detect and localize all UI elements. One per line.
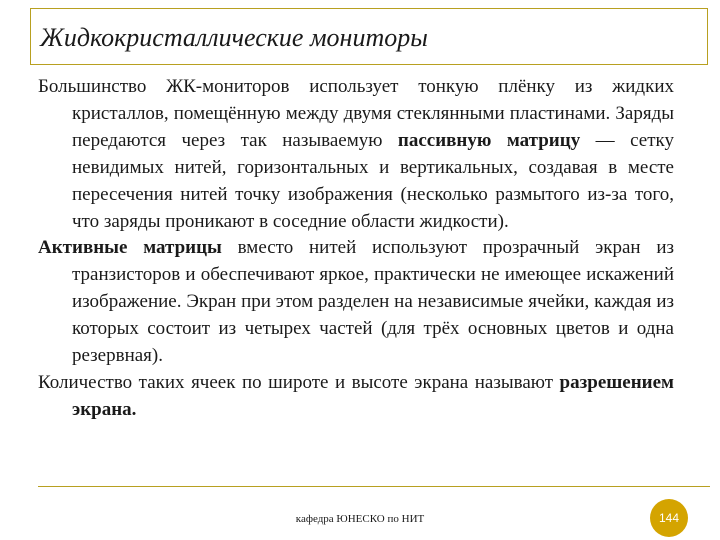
paragraph-resolution <box>38 370 674 424</box>
slide-body <box>38 74 674 424</box>
title-frame-right-line <box>707 8 708 65</box>
title-frame-left-line <box>30 8 31 65</box>
slide-title: Жидкокристаллические мониторы <box>40 23 428 52</box>
footer-divider <box>38 486 710 487</box>
paragraph-passive-matrix <box>38 74 674 235</box>
paragraph-active-matrix <box>38 235 674 370</box>
title-frame-top-line <box>30 8 708 9</box>
paragraph-1-text-b: — сетку невидимых нитей, горизонтальных и вертикальных, создавая в месте пересечения нитей точку изображения (несколько размытого из-за того, что заряды проникают в соседние области жидкости). <box>72 129 674 232</box>
title-frame-bottom-line <box>30 64 708 65</box>
term-active-matrix: Активные матрицы <box>38 237 222 259</box>
footer-department: кафедра ЮНЕСКО по НИТ <box>295 513 425 525</box>
term-screen-resolution: разрешением экрана. <box>72 371 674 420</box>
page-number: 144 <box>658 511 680 525</box>
page-number-badge <box>650 499 688 537</box>
paragraph-2-text: вместо нитей используют прозрачный экран из транзисторов и обеспечивают яркое, практически не имеющее искажений изображение. Экран при этом разделен на независимые ячейки, каждая из которых состоит из четырех частей (для трёх основных цветов и одна резервная). <box>72 237 675 367</box>
term-passive-matrix: пассивную матрицу <box>397 129 581 151</box>
paragraph-1-text-a: Большинство ЖК-мониторов использует тонкую плёнку из жидких кристаллов, помещённую между двумя стеклянными пластинами. Заряды передаются через так называемую <box>38 76 674 151</box>
paragraph-3-text: Количество таких ячеек по широте и высоте экрана называют <box>38 371 560 393</box>
